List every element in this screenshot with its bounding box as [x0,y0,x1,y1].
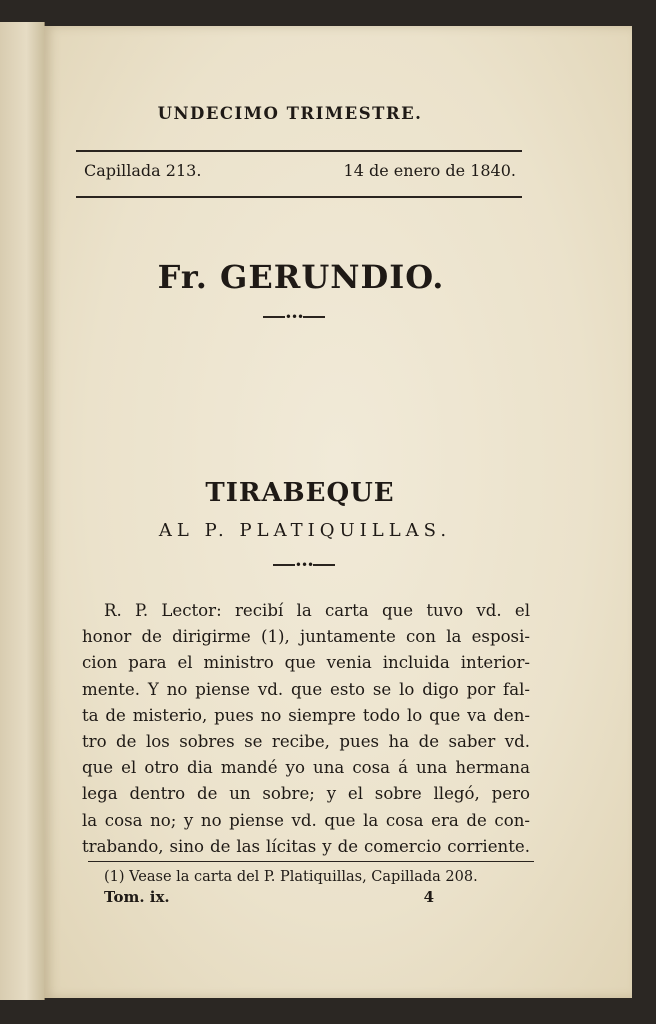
volume-label: Tom. ix. [104,888,170,906]
body-line: que el otro dia mandé yo una cosa á una hermana [82,758,530,778]
issue-date: 14 de enero de 1840. [343,161,516,180]
body-line: tro de los sobres se recibe, pues ha de saber vd. [82,732,530,752]
body-line: ta de misterio, pues no siempre todo lo que va den- [82,705,530,725]
header-rule-top [76,150,522,152]
body-text [82,598,530,860]
body-line: lega dentro de un sobre; y el sobre llegó, pero [82,784,530,804]
body-line: mente. Y no piense vd. que esto se lo digo por fal- [82,679,530,699]
issue-line [84,161,516,180]
body-line: cion para el ministro que venia incluida interior- [82,653,530,673]
masthead-ornament: ••• [244,312,344,322]
header-rule-bottom [76,196,522,198]
masthead-title: Fr. GERUNDIO. [157,258,445,296]
running-head: UNDECIMO TRIMESTRE. [157,104,423,123]
footnote-rule [88,861,534,862]
footnote: (1) Vease la carta del P. Platiquillas, Capillada 208. [104,869,478,885]
article-subtitle: AL P. PLATIQUILLAS. [158,520,452,541]
signature-line [104,888,434,906]
signature-mark: 4 [423,888,434,906]
body-line: la cosa no; y no piense vd. que la cosa era de con- [82,810,530,830]
article-title: TIRABEQUE [205,478,395,508]
facing-page-edge [0,22,45,1000]
body-line: honor de dirigirme (1), juntamente con la esposi- [82,627,530,647]
issue-number: Capillada 213. [84,161,202,180]
body-line: R. P. Lector: recibí la carta que tuvo vd. el [104,601,530,620]
body-line: trabando, sino de las lícitas y de comercio corriente. [82,836,530,856]
title-ornament: ••• [250,560,358,570]
